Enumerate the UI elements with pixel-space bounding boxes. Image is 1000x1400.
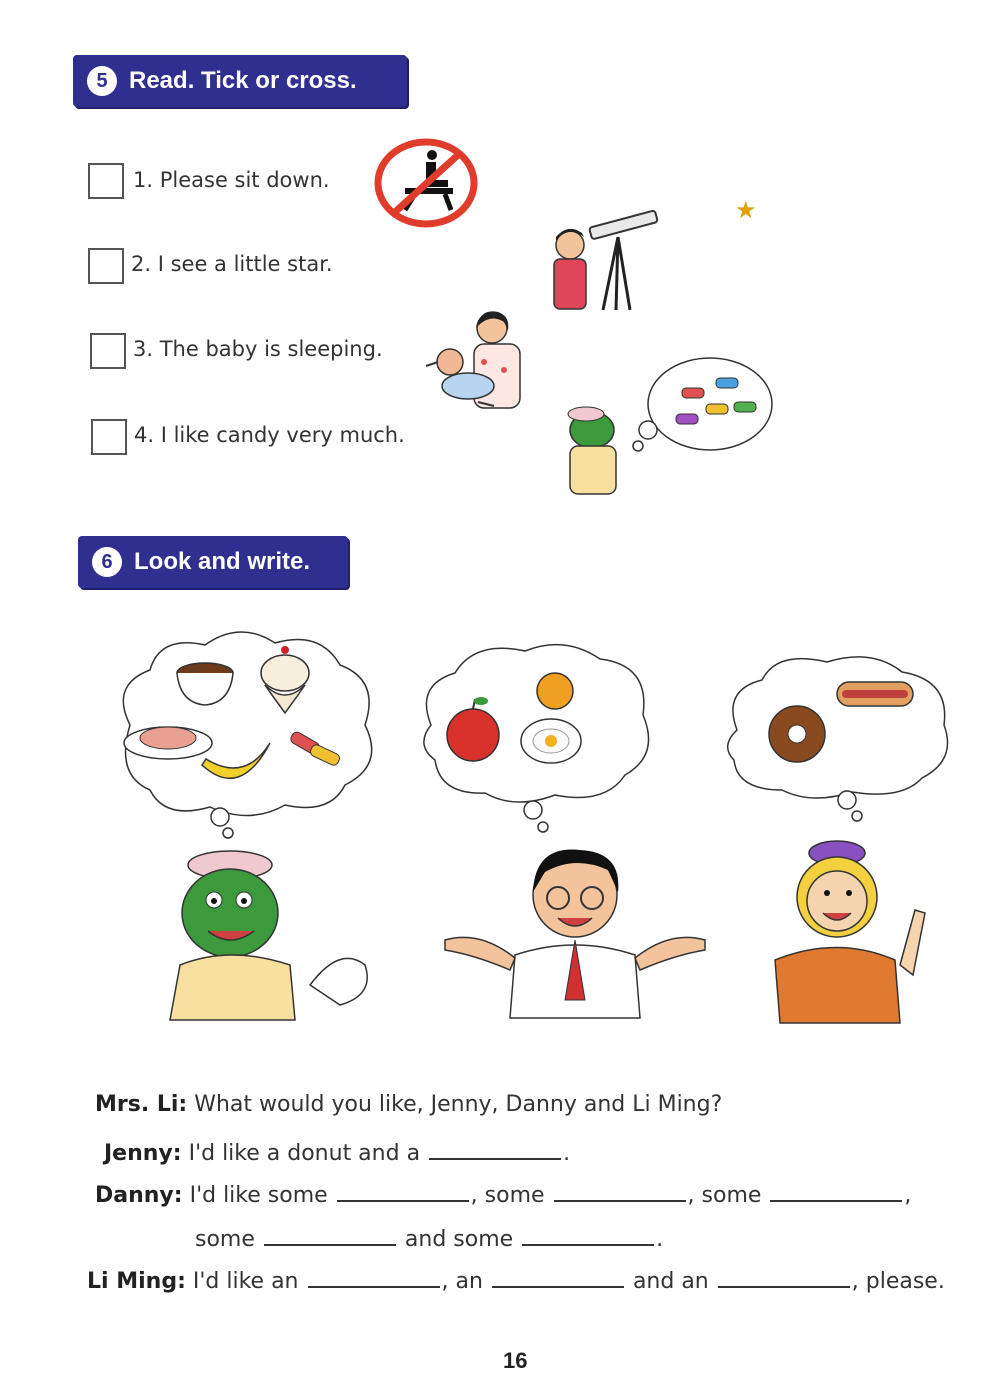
answer-blank[interactable] [264, 1222, 396, 1246]
punctuation: . [656, 1227, 664, 1252]
girl-with-baby-image [418, 306, 530, 410]
section-title: Read. Tick or cross. [129, 67, 357, 94]
dialogue-text: some [195, 1227, 255, 1252]
dialogue-line-li-ming [87, 1264, 945, 1294]
dinosaur-candy-thought-image [556, 352, 778, 497]
answer-blank[interactable] [554, 1178, 686, 1202]
speaker-mrs-li: Mrs. Li: [95, 1092, 188, 1117]
dinosaur-character-image [160, 845, 380, 1025]
thought-bubble-jenny [722, 650, 957, 820]
answer-blank[interactable] [718, 1264, 850, 1288]
jenny-character-image [765, 835, 945, 1025]
dialogue-text: What would you like, Jenny, Danny and Li Ming? [194, 1092, 723, 1117]
boy-telescope-image [548, 215, 663, 315]
star-icon: ★ [735, 196, 757, 224]
speaker-li-ming: Li Ming: [87, 1269, 186, 1294]
answer-blank[interactable] [770, 1178, 902, 1202]
answer-blank[interactable] [429, 1136, 561, 1160]
orange-icon [537, 673, 573, 709]
section-number: 6 [92, 547, 122, 577]
answer-blank[interactable] [492, 1264, 624, 1288]
section-title: Look and write. [134, 548, 311, 575]
thought-bubble-li-ming [415, 635, 655, 835]
answer-blank[interactable] [337, 1178, 469, 1202]
tick-box-2[interactable] [88, 248, 124, 284]
question-2: 2. I see a little star. [131, 252, 333, 276]
fried-egg-icon [521, 719, 581, 763]
dialogue-text: , please. [851, 1269, 945, 1294]
dialogue-text: I'd like a donut and a [188, 1141, 421, 1166]
meat-plate-icon [124, 727, 212, 759]
tick-box-4[interactable] [91, 419, 127, 455]
speaker-jenny: Jenny: [104, 1141, 182, 1166]
page-number: 16 [503, 1348, 528, 1373]
li-ming-character-image [440, 840, 710, 1020]
thought-bubble-dinosaur [110, 625, 380, 840]
question-1: 1. Please sit down. [133, 168, 330, 192]
section-number: 5 [87, 66, 117, 96]
no-sitting-sign-icon [375, 138, 477, 228]
punctuation: . [563, 1141, 571, 1166]
tick-box-1[interactable] [88, 163, 124, 199]
dialogue-line-mrs-li [95, 1092, 722, 1117]
donut-icon [769, 706, 825, 762]
hot-dog-icon [837, 682, 913, 706]
dialogue-text: and some [404, 1227, 514, 1252]
dialogue-text: , an [441, 1269, 483, 1294]
dialogue-line-danny-continued [195, 1222, 663, 1252]
tick-box-3[interactable] [90, 333, 126, 369]
speaker-danny: Danny: [95, 1183, 183, 1208]
answer-blank[interactable] [522, 1222, 654, 1246]
dialogue-text: and an [632, 1269, 709, 1294]
section-6-header [78, 536, 348, 588]
dialogue-line-danny [95, 1178, 911, 1208]
dialogue-text: I'd like some [189, 1183, 328, 1208]
dialogue-text: , some [470, 1183, 545, 1208]
question-3: 3. The baby is sleeping. [133, 337, 383, 361]
dialogue-text: , some [687, 1183, 762, 1208]
punctuation: , [904, 1183, 912, 1208]
question-4: 4. I like candy very much. [134, 423, 405, 447]
dialogue-line-jenny [104, 1136, 570, 1166]
answer-blank[interactable] [308, 1264, 440, 1288]
dialogue-text: I'd like an [192, 1269, 299, 1294]
section-5-header [73, 55, 407, 107]
